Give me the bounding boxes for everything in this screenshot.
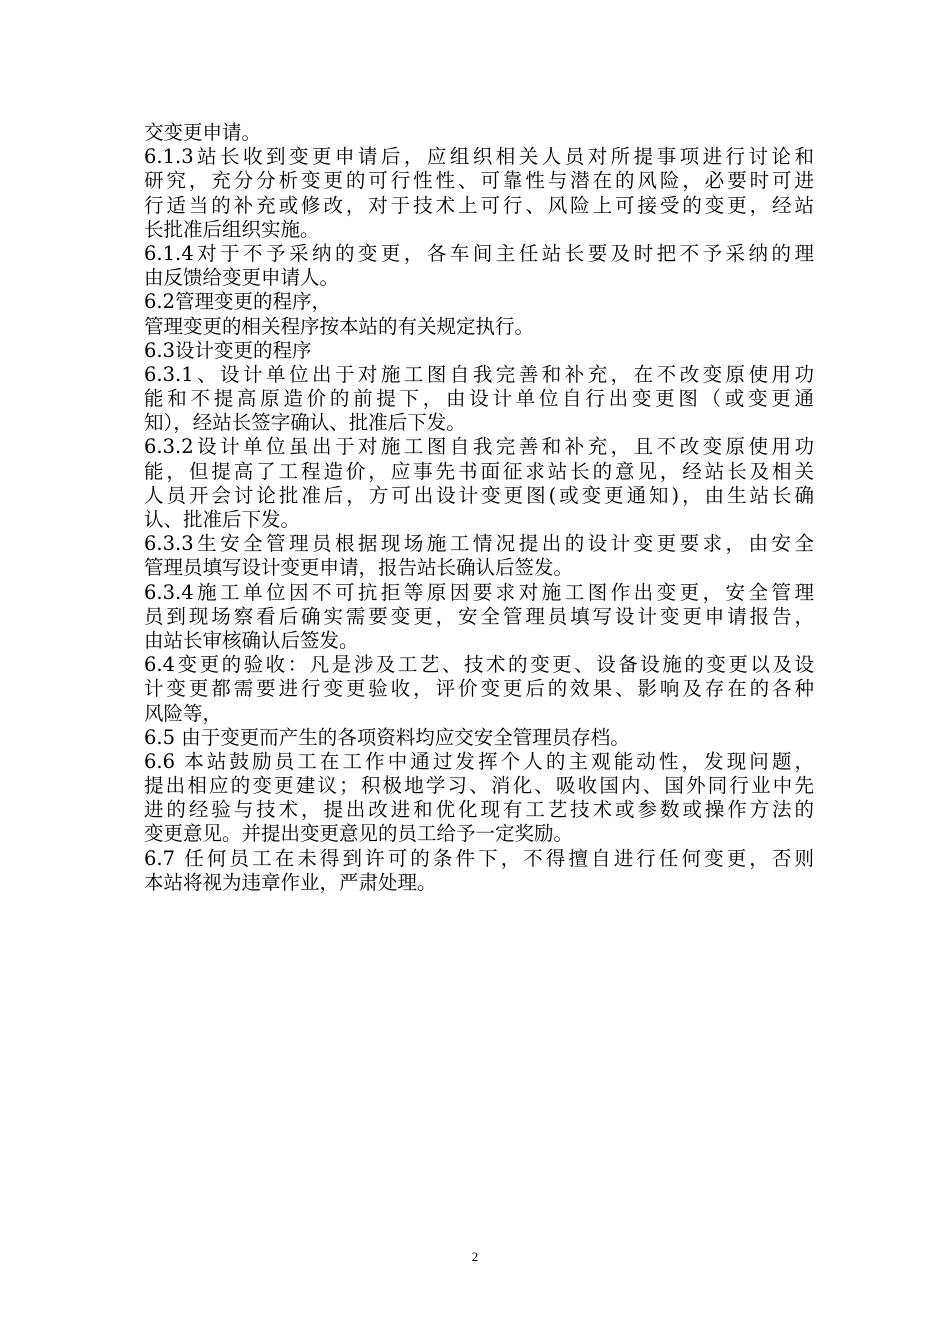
text-line: 由反馈给变更申请人。 [144,266,340,290]
text-line: 员到现场察看后确实需要变更，安全管理员填写设计变更申请报告， [144,604,814,628]
text-line: 6.3.2设计单位虽出于对施工图自我完善和补充，且不改变原使用功 [144,435,814,459]
text-line: 知），经站长签字确认、批准后下发。 [144,411,466,435]
page-number: 2 [471,1249,479,1264]
text-line: 管理变更的相关程序按本站的有关规定执行。 [144,314,535,338]
text-line: 6.2管理变更的程序， [144,290,332,314]
text-line: 本站将视为违章作业，严肃处理。 [144,870,437,894]
text-line: 6.1.4对于不予采纳的变更，各车间主任站长要及时把不予采纳的理 [144,241,814,265]
text-line: 6.5 由于变更而产生的各项资料均应交安全管理员存档。 [144,725,630,749]
text-line: 行适当的补充或修改，对于技术上可行、风险上可接受的变更，经站 [144,193,814,217]
text-line: 6.1.3站长收到变更申请后，应组织相关人员对所提事项进行讨论和 [144,145,814,169]
text-line: 进的经验与技术，提出改进和优化现有工艺技术或参数或操作方法的 [144,798,814,822]
document-body [144,121,814,895]
text-line: 6.3设计变更的程序 [144,338,312,362]
text-line: 研究，充分分析变更的可行性性、可靠性与潜在的风险，必要时可进 [144,169,814,193]
text-line: 6.3.1、设计单位出于对施工图自我完善和补充，在不改变原使用功 [144,362,814,386]
text-line: 风险等， [144,701,223,725]
text-line: 提出相应的变更建议；积极地学习、消化、吸收国内、国外同行业中先 [144,774,814,798]
text-line: 6.4变更的验收：凡是涉及工艺、技术的变更、设备设施的变更以及设 [144,653,814,677]
text-line: 管理员填写设计变更申请，报告站长确认后签发。 [144,556,574,580]
text-line: 6.3.3生安全管理员根据现场施工情况提出的设计变更要求，由安全 [144,532,814,556]
text-line: 能，但提高了工程造价，应事先书面征求站长的意见，经站长及相关 [144,459,814,483]
text-line: 计变更都需要进行变更验收，评价变更后的效果、影响及存在的各种 [144,677,814,701]
text-line: 长批准后组织实施。 [144,217,320,241]
text-line: 人员开会讨论批准后，方可出设计变更图(或变更通知)，由生站长确 [144,483,814,507]
text-line: 变更意见。并提出变更意见的员工给予一定奖励。 [144,822,574,846]
text-line: 6.3.4施工单位因不可抗拒等原因要求对施工图作出变更，安全管理 [144,580,814,604]
text-line: 认、批准后下发。 [144,508,301,531]
text-line: 能和不提高原造价的前提下，由设计单位自行出变更图（或变更通 [144,387,814,411]
text-line: 6.7 任何员工在未得到许可的条件下，不得擅自进行任何变更，否则 [144,846,814,870]
text-line: 由站长审核确认后签发。 [144,628,359,652]
text-line: 6.6 本站鼓励员工在工作中通过发挥个人的主观能动性，发现问题， [144,749,814,773]
text-line: 交变更申请。 [144,121,262,144]
